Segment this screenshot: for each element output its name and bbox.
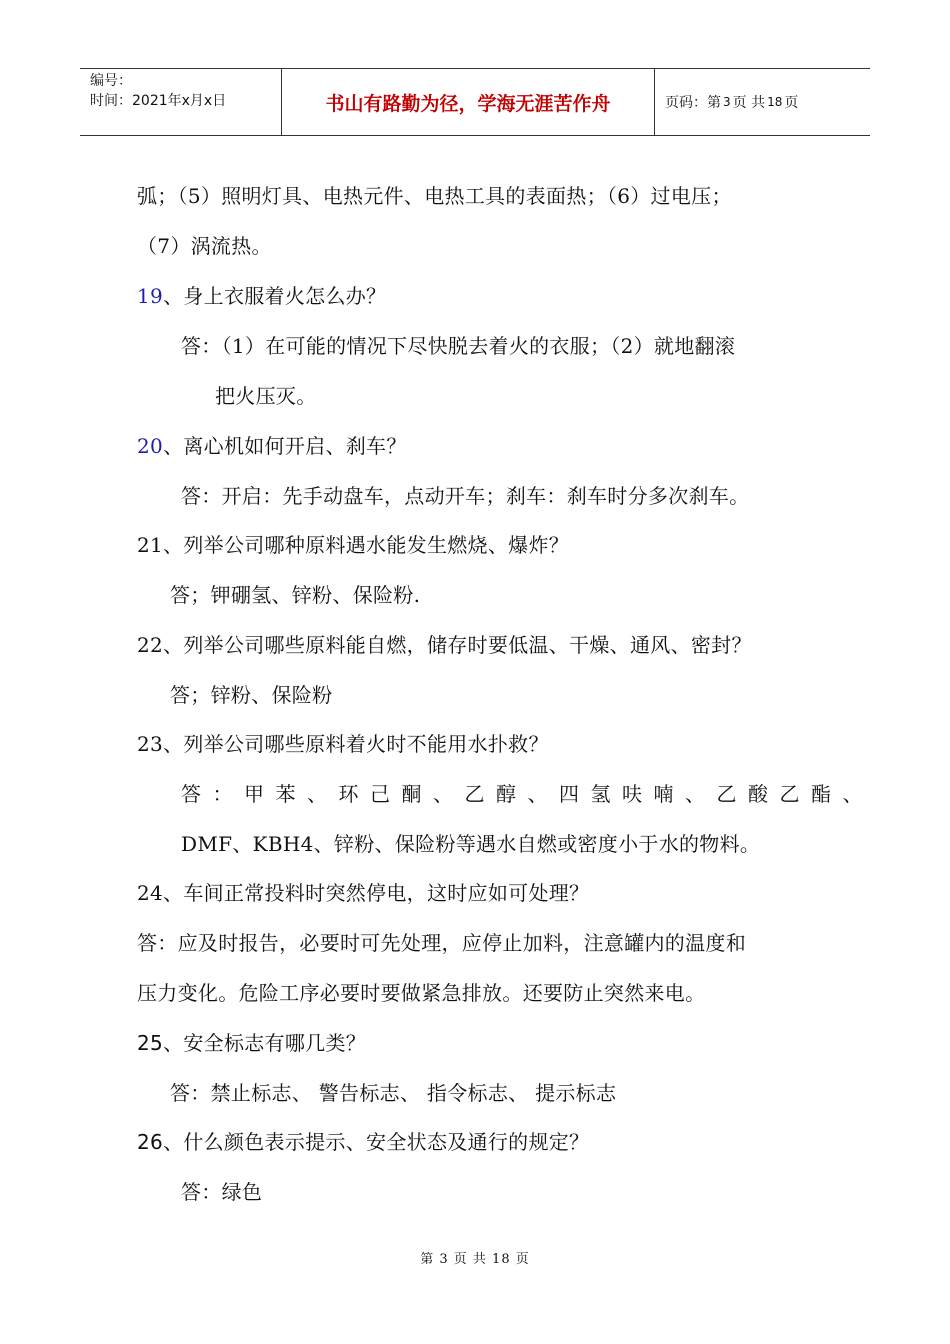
header-info (80, 69, 282, 135)
header-page-info (655, 69, 870, 135)
answer-19-line-1: 答：（1）在可能的情况下尽快脱去着火的衣服；（2）就地翻滚 (181, 334, 736, 358)
continuation-line-1: 弧；（5）照明灯具、电热元件、电热工具的表面热；（6）过电压； (137, 184, 732, 208)
question-21: 21、列举公司哪种原料遇水能发生燃烧、爆炸？ (137, 533, 570, 557)
question-25 (137, 1027, 366, 1056)
page-total: 18 (767, 95, 783, 109)
answer-23-line-1: 答：甲苯、环己酮、乙醇、四氢呋喃、乙酸乙酯、 (181, 782, 874, 806)
continuation-line-2: （7）涡流热。 (137, 234, 272, 258)
time-label: 时间：2021年x月x日 (90, 93, 227, 109)
answer-25: 答：禁止标志、 警告标志、 指令标志、 提示标志 (170, 1081, 617, 1105)
answer-26: 答：绿色 (181, 1180, 263, 1204)
question-24: 24、车间正常投料时突然停电，这时应如可处理？ (137, 881, 590, 905)
question-26 (137, 1126, 589, 1155)
question-text: 、身上衣服着火怎么办？ (163, 284, 387, 308)
question-number: 26 (137, 1130, 164, 1154)
question-20 (137, 430, 407, 459)
page-current: 3 (723, 95, 731, 109)
answer-24-line-2: 压力变化。危险工序必要时要做紧急排放。还要防止突然来电。 (137, 981, 706, 1005)
question-22: 22、列举公司哪些原料能自燃，储存时要低温、干燥、通风、密封？ (137, 633, 752, 657)
question-number: 20 (137, 434, 164, 458)
answer-24-line-1: 答：应及时报告，必要时可先处理，应停止加料，注意罐内的温度和 (137, 931, 746, 955)
answer-20: 答：开启：先手动盘车，点动开车；刹车：刹车时分多次刹车。 (181, 484, 750, 508)
page-footer: 第 3 页 共 18 页 (420, 1252, 530, 1267)
header-motto: 书山有路勤为径，学海无涯苦作舟 (282, 69, 655, 135)
question-text: 、什么颜色表示提示、安全状态及通行的规定？ (163, 1130, 590, 1154)
answer-21: 答；钾硼氢、锌粉、保险粉. (170, 583, 421, 607)
question-number: 25 (137, 1031, 164, 1055)
question-text: 、安全标志有哪几类？ (163, 1031, 367, 1055)
number-label: 编号： (90, 73, 132, 89)
page-suffix: 页 (784, 95, 799, 111)
question-text: 、离心机如何开启、刹车？ (163, 434, 407, 458)
question-19 (137, 280, 386, 309)
question-23: 23、列举公司哪些原料着火时不能用水扑救？ (137, 732, 549, 756)
answer-19-line-2: 把火压灭。 (215, 384, 317, 408)
answer-23-line-2: DMF、KBH4、锌粉、保险粉等遇水自燃或密度小于水的物料。 (181, 832, 761, 856)
answer-22: 答；锌粉、保险粉 (170, 683, 333, 707)
page-header (80, 68, 870, 136)
question-number: 19 (137, 284, 164, 308)
page-prefix: 页码：第 (665, 95, 721, 111)
page-mid: 页 共 (732, 95, 766, 111)
